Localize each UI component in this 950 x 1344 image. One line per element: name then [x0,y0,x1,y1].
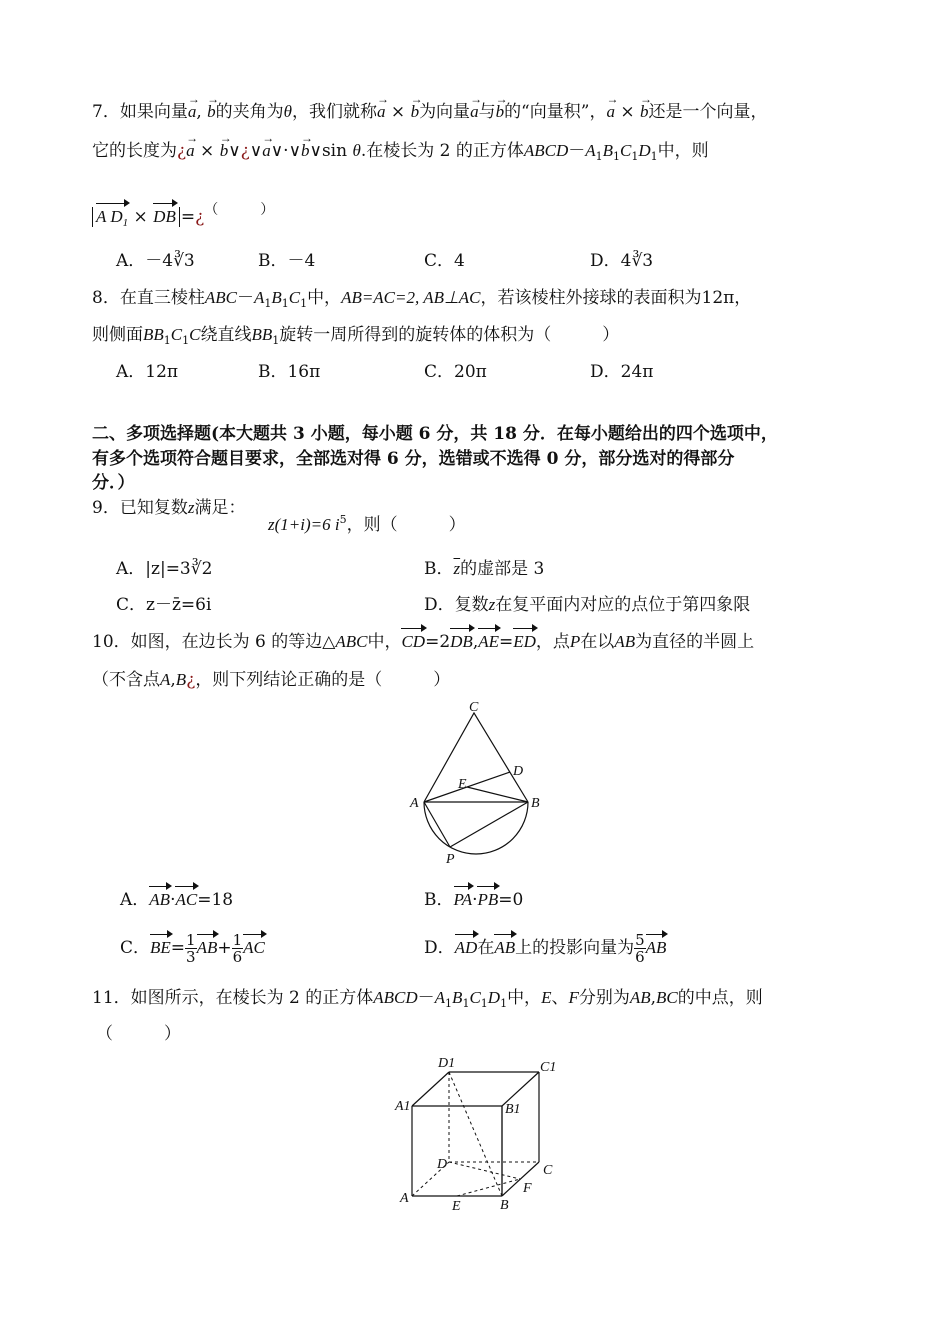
q8-option-b[interactable]: B．16π [258,362,321,382]
q8-line2: 则侧面$BB_1C_1C$绕直线$BB_1$旋转一周所得到的旋转体的体积为（ ） [92,325,620,347]
label-d: D [513,764,524,779]
q11-answer-paren: （ ） [96,1024,181,1044]
q9-option-d[interactable]: D．复数z在复平面内对应的点位于第四象限 [424,595,751,615]
q10-option-c[interactable]: C．BE= $\frac{1}{3}$ AB+ $\frac{1}{6}$ AC [120,931,265,966]
q10-line2: （不含点A,B¿，则下列结论正确的是（ ） [92,670,451,690]
q8-option-a[interactable]: A．12π [116,362,179,382]
label-a1: A1 [395,1099,411,1114]
label-d1: D1 [438,1056,456,1071]
q8-option-d[interactable]: D．24π [590,362,654,382]
label-b1: B1 [505,1102,521,1117]
q9-option-a[interactable]: A．|z|=3∛2 [116,559,213,579]
section2-heading-line1: 二、多项选择题(本大题共 3 小题，每小题 6 分，共 18 分．在每小题给出的四个选项中， [92,424,778,444]
q9-equation: z(1+i)=6 $i^5$，则（ ） [268,513,466,535]
label-e: E [458,777,467,792]
q9-option-b[interactable]: B．$\overline{z}$的虚部是 3 [424,559,545,579]
q8-option-c[interactable]: C．20π [424,362,487,382]
q7-option-a[interactable]: A．－4∛3 [116,251,195,271]
q7-line1: 7．如果向量→ a, → b的夹角为θ，我们就称→ a × → b为向量→ a与→ b的“向量积”，→ a × → b还是一个向量， [92,100,768,124]
section2-heading-line2: 有多个选项符合题目要求，全部选对得 6 分，选错或不选得 0 分，部分选对的得部分 [92,449,735,469]
label-p: P [446,852,455,867]
q10-option-b[interactable]: B．PA·PB=0 [424,890,524,910]
label-b: B [531,796,540,811]
q7-option-d[interactable]: D．4∛3 [590,251,654,271]
label-c: C [469,700,479,715]
section2-heading-line3: 分．） [92,473,135,493]
q8-number: 8． [92,288,120,308]
label-c: C [543,1163,553,1178]
q9-number: 9． [92,498,120,518]
segment-eb [467,787,528,802]
label-f: F [523,1181,532,1196]
cube-figure [392,1050,562,1216]
segment-pb [450,802,528,847]
q11-line1: 11．如图所示，在棱长为 2 的正方体$ABCD-A_1B_1C_1D_1$中，E、F分别为AB,BC的中点，则 [92,988,763,1010]
triangle-semicircle-figure [400,696,560,868]
q11-number: 11． [92,988,131,1008]
q7-line2: 它的长度为¿→ a × → b∨¿∨→ a∨·∨→ b∨sin θ.在棱长为 2 的正方体$ABCD-A_1B_1C_1D_1$中，则 [92,139,709,169]
q8-line1: 8．在直三棱柱$ABC-A_1B_1C_1$中，AB=AC=2, AB⊥AC，若该棱柱外接球的表面积为12π， [92,288,752,310]
label-d: D [437,1157,448,1172]
segment-ap [424,802,450,847]
q9-option-c[interactable]: C．z－z̄=6i [116,595,212,615]
q10-number: 10． [92,632,131,652]
label-b: B [500,1198,509,1213]
label-a: A [400,1191,409,1206]
q10-option-a[interactable]: A．AB·AC=18 [120,890,234,910]
q9-stem: 9．已知复数z满足： [92,498,246,518]
q10-line1: 10．如图，在边长为 6 的等边△ABC中，CD=2DB,AE=ED，点P在以AB为直径的半圆上 [92,632,755,652]
q7-option-b[interactable]: B．－4 [258,251,316,271]
q7-option-c[interactable]: C．4 [424,251,465,271]
label-e: E [452,1199,461,1214]
label-c1: C1 [540,1060,557,1075]
q10-option-d[interactable]: D．AD在AB上的投影向量为 $\frac{5}{6}$ AB [424,931,667,966]
q7-line3: A $D_1$ × DB =¿（ ） [92,198,274,235]
q7-number: 7． [92,102,120,122]
label-a: A [410,796,419,811]
